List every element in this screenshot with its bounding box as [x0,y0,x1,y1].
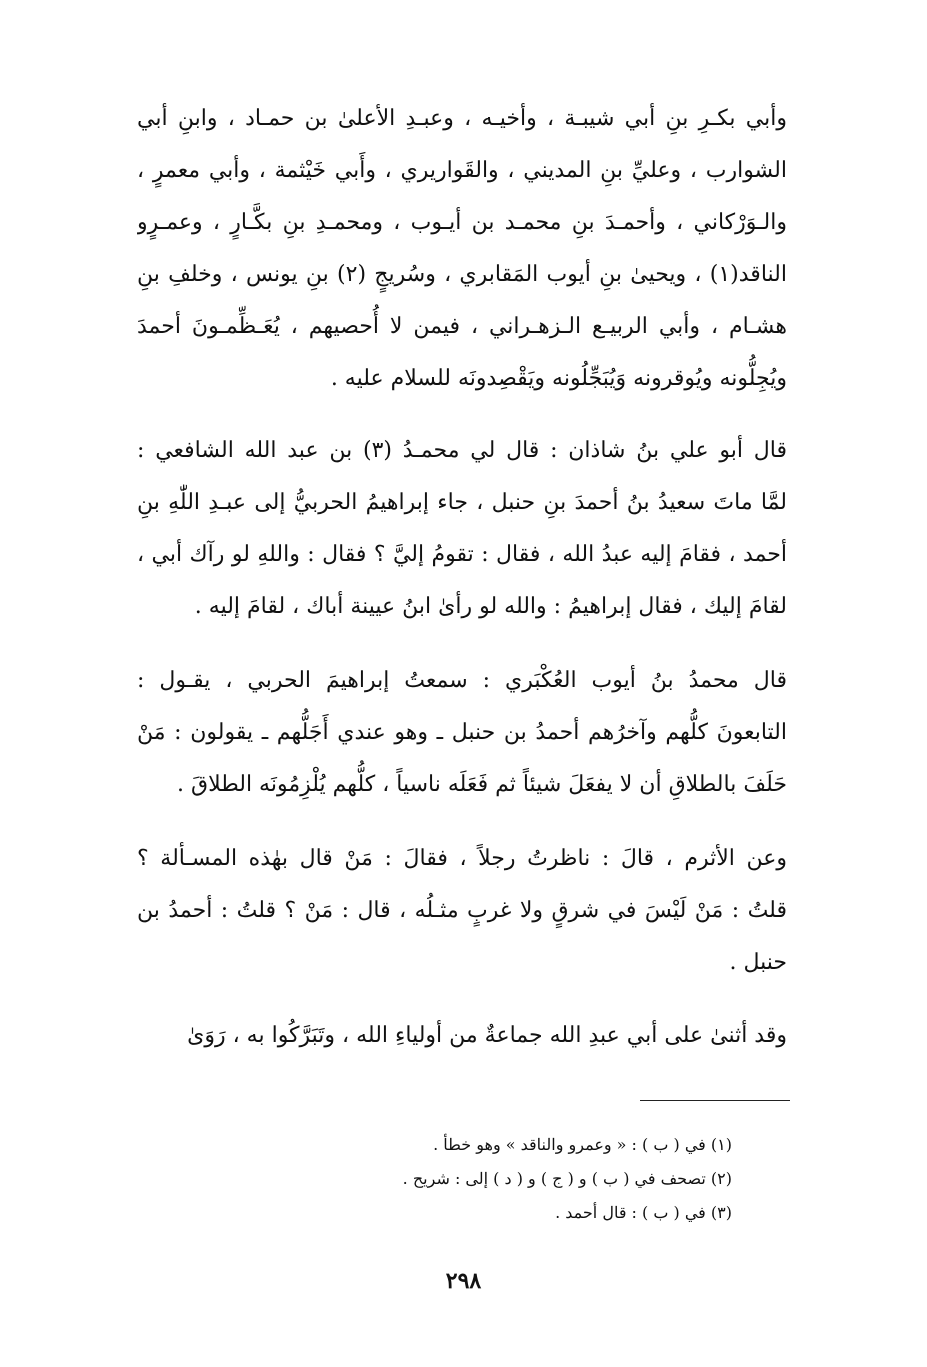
text-line: الشوارب ، وعليِّ بنِ المديني ، والقَواريري ، وأَبي خَيْثمة ، وأبي معمرٍ ، [137,158,787,183]
paragraph-3 [137,655,787,811]
text-line: والـوَرْكاني ، وأحمـدَ بنِ محمـد بن أيـوب ، ومحمـدِ بنِ بكَّـارٍ ، وعمـرٍو [137,210,787,235]
text-line: وأبي بكـرِ بنِ أبي شيبـة ، وأخيـه ، وعبـدِ الأعلىٰ بن حمـاد ، وابنِ أبي [137,106,787,131]
text-line: التابعونَ كلُّهم وآخرُهم أحمدُ بن حنبل ـ وهو عندي أَجَلُّهم ـ يقولون : مَنْ [137,720,787,745]
text-line: الناقد(١) ، ويحيىٰ بنِ أيوب المَقابري ، وسُريجٍ (٢) بنِ يونس ، وخلفِ بنِ [137,262,787,287]
paragraph-1 [137,93,787,405]
text-line: لمَّا ماتَ سعيدُ بنُ أحمدَ بنِ حنبل ، جاء إبراهيمُ الحربيُّ إلى عبـدِ اللّٰهِ بنِ [137,490,787,515]
footnotes [212,1128,732,1230]
paragraph-2 [137,425,787,633]
text-line: لقامَ إليك ، فقال إبراهيمُ : والله لو رأىٰ ابنُ عيينة أباك ، لقامَ إليه . [194,594,787,619]
text-line: وعن الأثرم ، قالَ : ناظرتُ رجلاً ، فقالَ : مَنْ قال بهٰذه المسـألة ؟ [137,846,787,871]
text-line: قال محمدُ بنُ أيوب العُكْبَري : سمعتُ إبراهيمَ الحربي ، يقـول : [137,668,787,693]
footnote-3: (٣) في ( ب ) : قال أحمد . [555,1203,732,1222]
paragraph-4 [137,833,787,989]
text-line: أحمد ، فقامَ إليه عبدُ الله ، فقال : تقومُ إليَّ ؟ فقال : واللهِ لو رآك أبي ، [137,542,787,567]
footnote-1: (١) في ( ب ) : « وعمرو والناقد » وهو خطأ . [433,1135,732,1154]
footnote-2: (٢) تصحف في ( ب ) و ( ج ) و ( د ) إلى : شريح . [402,1169,732,1188]
page-number: ٢٩٨ [445,1268,482,1294]
text-line: وقد أثنىٰ على أبي عبدِ الله جماعةٌ من أولياءِ الله ، وتَبَرَّكُوا به ، رَوَىٰ [187,1023,787,1048]
text-line: حَلَفَ بالطلاقِ أن لا يفعَلَ شيئاً ثم فَعَلَه ناسياً ، كلُّهم يُلْزِمُونَه الطلاقَ . [177,772,787,797]
text-line: قال أبو علي بنُ شاذان : قال لي محمـدُ (٣) بن عبد الله الشافعي : [137,438,787,463]
text-line: حنبل . [729,950,787,975]
paragraph-5 [137,1010,787,1062]
text-line: هشـام ، وأبي الربيـع الـزهـراني ، فيمن لا أُحصيهم ، يُعَـظِّمـونَ أحمدَ [137,314,787,339]
text-line: ويُجِلُّونه ويُوقرونه وَيُبَجِّلُونه ويَقْصِدونَه للسلام عليه . [330,366,787,391]
footnote-separator [640,1100,790,1101]
text-line: قلتُ : مَنْ لَيْسَ في شرقٍ ولا غربٍ مثـلُه ، قال : مَنْ ؟ قلتُ : أحمدُ بن [137,898,787,923]
